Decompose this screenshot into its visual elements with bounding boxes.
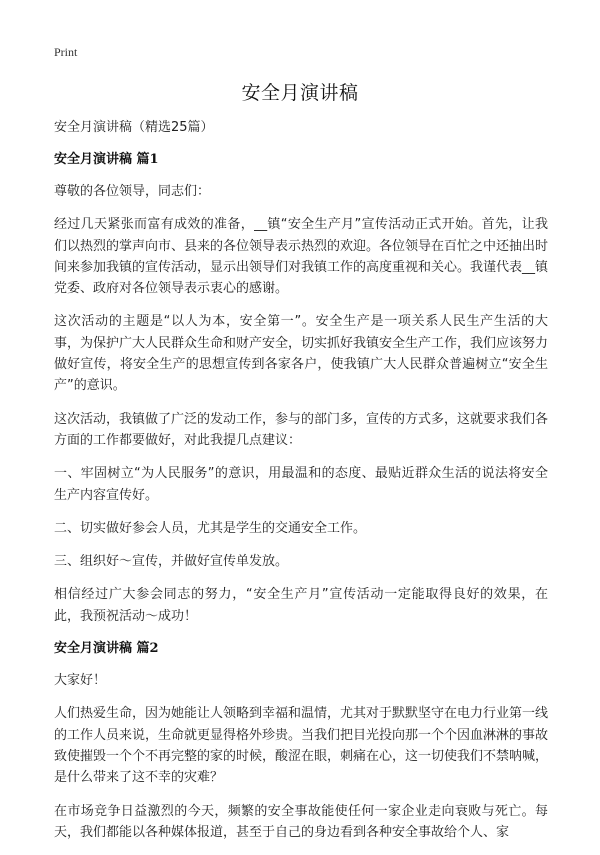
- paragraph: 这次活动的主题是“以人为本，安全第一”。安全生产是一项关系人民生产生活的大事，为保护广大人民群众生命和财产安全，切实抓好我镇安全生产工作，我们应该努力做好宣传，将安全生产的思想宣传到各家各户，使我镇广大人民群众普遍树立“安全生产”的意识。: [54, 314, 549, 394]
- paragraph: 相信经过广大参会同志的努力，“安全生产月”宣传活动一定能取得良好的效果，在此，我预祝活动～成功！: [54, 587, 548, 624]
- section-heading: 安全月演讲稿 篇2: [54, 641, 159, 657]
- document-subtitle: 安全月演讲稿（精选25篇）: [54, 120, 214, 135]
- paragraph: 人们热爱生命，因为她能让人领略到幸福和温情，尤其对于默默坚守在电力行业第一线的工作人员来说，生命就更显得格外珍贵。当我们把目光投向那一个个因血淋淋的事故致使摧毁一个个不再完整的家的时候，酸涩在眼，刺痛在心，这一切使我们不禁呐喊，是什么带来了这不幸的灾难？: [54, 706, 549, 786]
- section-heading: 安全月演讲稿 篇1: [54, 152, 159, 167]
- paragraph: 经过几天紧张而富有成效的准备，__镇“安全生产月”宣传活动正式开始。首先，让我们以热烈的掌声向市、县来的各位领导表示热烈的欢迎。各位领导在百忙之中还抽出时间来参加我镇的宣传活动，显示出领导们对我镇工作的高度重视和关心。我谨代表__镇党委、政府对各位领导表示衷心的感谢。: [54, 217, 549, 297]
- print-link[interactable]: Print: [54, 45, 78, 59]
- paragraph: 二、切实做好参会人员，尤其是学生的交通安全工作。: [54, 520, 367, 536]
- paragraph: 一、牢固树立“为人民服务”的意识，用最温和的态度、最贴近群众生活的说法将安全生产内容宣传好。: [54, 466, 548, 503]
- paragraph: 在市场竞争日益激烈的今天，频繁的安全事故能使任何一家企业走向衰败与死亡。每天，我们都能以各种媒体报道，甚至于自己的身边看到各种安全事故给个人、家: [54, 803, 548, 840]
- paragraph: 这次活动，我镇做了广泛的发动工作，参与的部门多，宣传的方式多，这就要求我们各方面的工作都要做好，对此我提几点建议：: [54, 411, 549, 448]
- paragraph: 尊敬的各位领导，同志们：: [54, 184, 211, 199]
- paragraph: 大家好！: [54, 673, 107, 689]
- paragraph: 三、组织好～宣传，并做好宣传单发放。: [54, 554, 289, 570]
- document-body: [54, 118, 548, 855]
- page-title: 安全月演讲稿: [241, 82, 359, 104]
